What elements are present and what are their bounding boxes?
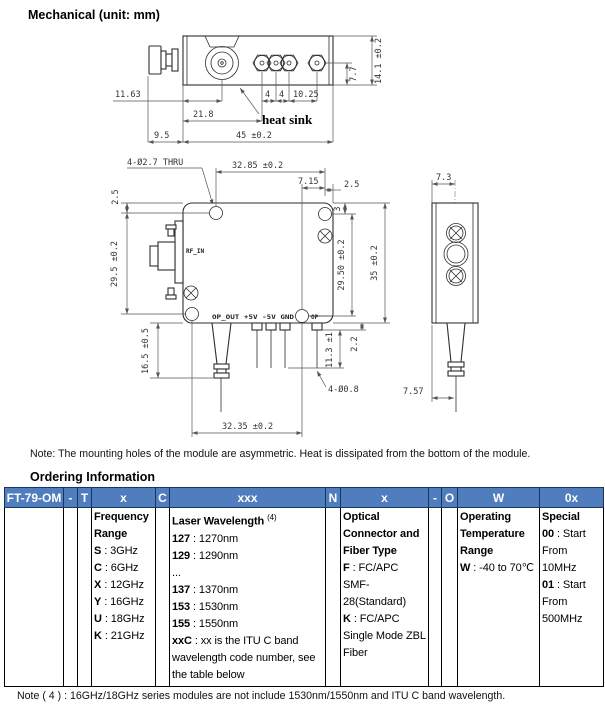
cell-blank [442, 508, 458, 687]
header-dash-1: - [64, 488, 78, 508]
dim-2-2: 2.2 [350, 336, 360, 352]
dim-35: 35 ±0.2 [370, 245, 380, 281]
header-temp-code: W [458, 488, 540, 508]
dim-21-8: 21.8 [193, 110, 214, 120]
temperature-item: W : -40 to 70℃ [460, 562, 534, 574]
ordering-title: Ordering Information [30, 470, 155, 484]
special-item: 00 : Start From 10MHz [542, 528, 586, 574]
cell-blank [78, 508, 92, 687]
dim-0-8: 4-Ø0.8 [328, 385, 359, 395]
dim-4a: 4 [265, 90, 271, 100]
wavelength-item: 137 : 1370nm [172, 583, 239, 596]
header-c: C [156, 488, 170, 508]
header-o: O [442, 488, 458, 508]
mechanical-title: Mechanical (unit: mm) [28, 8, 160, 22]
dim-7-57: 7.57 [403, 387, 424, 397]
dim-11-3: 11.3 ±1 [325, 332, 335, 368]
wavelength-item: 127 : 1270nm [172, 532, 239, 545]
rf-in-label: RF_IN [186, 248, 205, 255]
connector-item: F : FC/APC SMF-28(Standard) [343, 562, 407, 608]
dim-2-5-left: 2.5 [111, 189, 121, 205]
front-view [110, 157, 390, 437]
wavelength-item: xxC : xx is the ITU C band wavelength code number, see the table below [172, 634, 316, 681]
dim-32-85: 32.85 ±0.2 [232, 161, 284, 171]
top-view [113, 36, 384, 142]
cell-frequency-range [92, 508, 156, 687]
dim-11-63: 11.63 [115, 90, 141, 100]
asymmetric-note: Note: The mounting holes of the module are asymmetric. Heat is dissipated from the bottom of the module. [30, 448, 531, 460]
side-view [403, 173, 478, 412]
dim-7-15: 7.15 [298, 177, 319, 187]
wavelength-item: 153 : 1530nm [172, 600, 239, 613]
header-part-number: FT-79-OM [5, 488, 64, 508]
header-t: T [78, 488, 92, 508]
cell-blank [64, 508, 78, 687]
ports-label: OP_OUT +5V -5V GND [212, 314, 295, 321]
dim-3: 3 [333, 206, 343, 212]
special-item: 01 : Start From 500MHz [542, 579, 586, 625]
header-freq-code: x [92, 488, 156, 508]
freq-item: C : 6GHz [94, 562, 139, 574]
dim-45: 45 ±0.2 [236, 131, 272, 141]
dim-14-1: 14.1 ±0.2 [374, 37, 384, 85]
cell-laser-wavelength [170, 508, 326, 687]
header-n: N [326, 488, 341, 508]
header-dash-2: - [429, 488, 442, 508]
cell-special [540, 508, 604, 687]
freq-item: X : 12GHz [94, 579, 144, 591]
ordering-body-row [5, 508, 604, 687]
dim-thru: 4-Ø2.7 THRU [127, 158, 184, 168]
freq-item: S : 3GHz [94, 545, 138, 557]
cell-optical-connector [341, 508, 429, 687]
header-connector-code: x [341, 488, 429, 508]
connector-item: K : FC/APC Single Mode ZBL Fiber [343, 613, 426, 659]
cell-blank [156, 508, 170, 687]
dim-16-5: 16.5 ±0.5 [141, 327, 151, 375]
freq-title: Frequency Range [94, 511, 149, 540]
wavelength-item: 129 : 1290nm [172, 549, 239, 562]
wavelength-title: Laser Wavelength [172, 515, 265, 528]
cell-operating-temperature [458, 508, 540, 687]
heat-sink-label: heat sink [262, 112, 313, 127]
header-special-code: 0x [540, 488, 604, 508]
wavelength-footnote-ref: (4) [267, 513, 277, 522]
wavelength-item: 155 : 1550nm [172, 617, 239, 630]
dim-4b: 4 [279, 90, 285, 100]
special-title: Special [542, 511, 580, 523]
dim-29-50: 29.50 ±0.2 [337, 239, 347, 291]
header-wavelength-code: xxx [170, 488, 326, 508]
ordering-table [4, 487, 604, 687]
temperature-title: Operating Temperature Range [460, 511, 525, 557]
freq-item: U : 18GHz [94, 613, 145, 625]
freq-item: K : 21GHz [94, 630, 145, 642]
dim-9-5: 9.5 [154, 131, 170, 141]
dim-29-5: 29.5 ±0.2 [110, 240, 120, 288]
ordering-header-row [5, 488, 604, 508]
connector-title: Optical Connector and Fiber Type [343, 511, 420, 557]
cell-blank [5, 508, 64, 687]
freq-item: Y : 16GHz [94, 596, 144, 608]
op-label: OP [311, 314, 319, 321]
dim-10-25: 10.25 [293, 90, 319, 100]
dim-2-5-right: 2.5 [344, 180, 360, 190]
dim-7-7: 7.7 [349, 66, 359, 82]
dim-32-35: 32.35 ±0.2 [222, 422, 274, 432]
cell-blank [326, 508, 341, 687]
wavelength-item: ... [172, 566, 181, 579]
cell-blank [429, 508, 442, 687]
dim-7-3: 7.3 [436, 173, 452, 183]
footnote-4: Note ( 4 ) : 16GHz/18GHz series modules are not include 1530nm/1550nm and ITU C band wavelength. [17, 690, 506, 702]
